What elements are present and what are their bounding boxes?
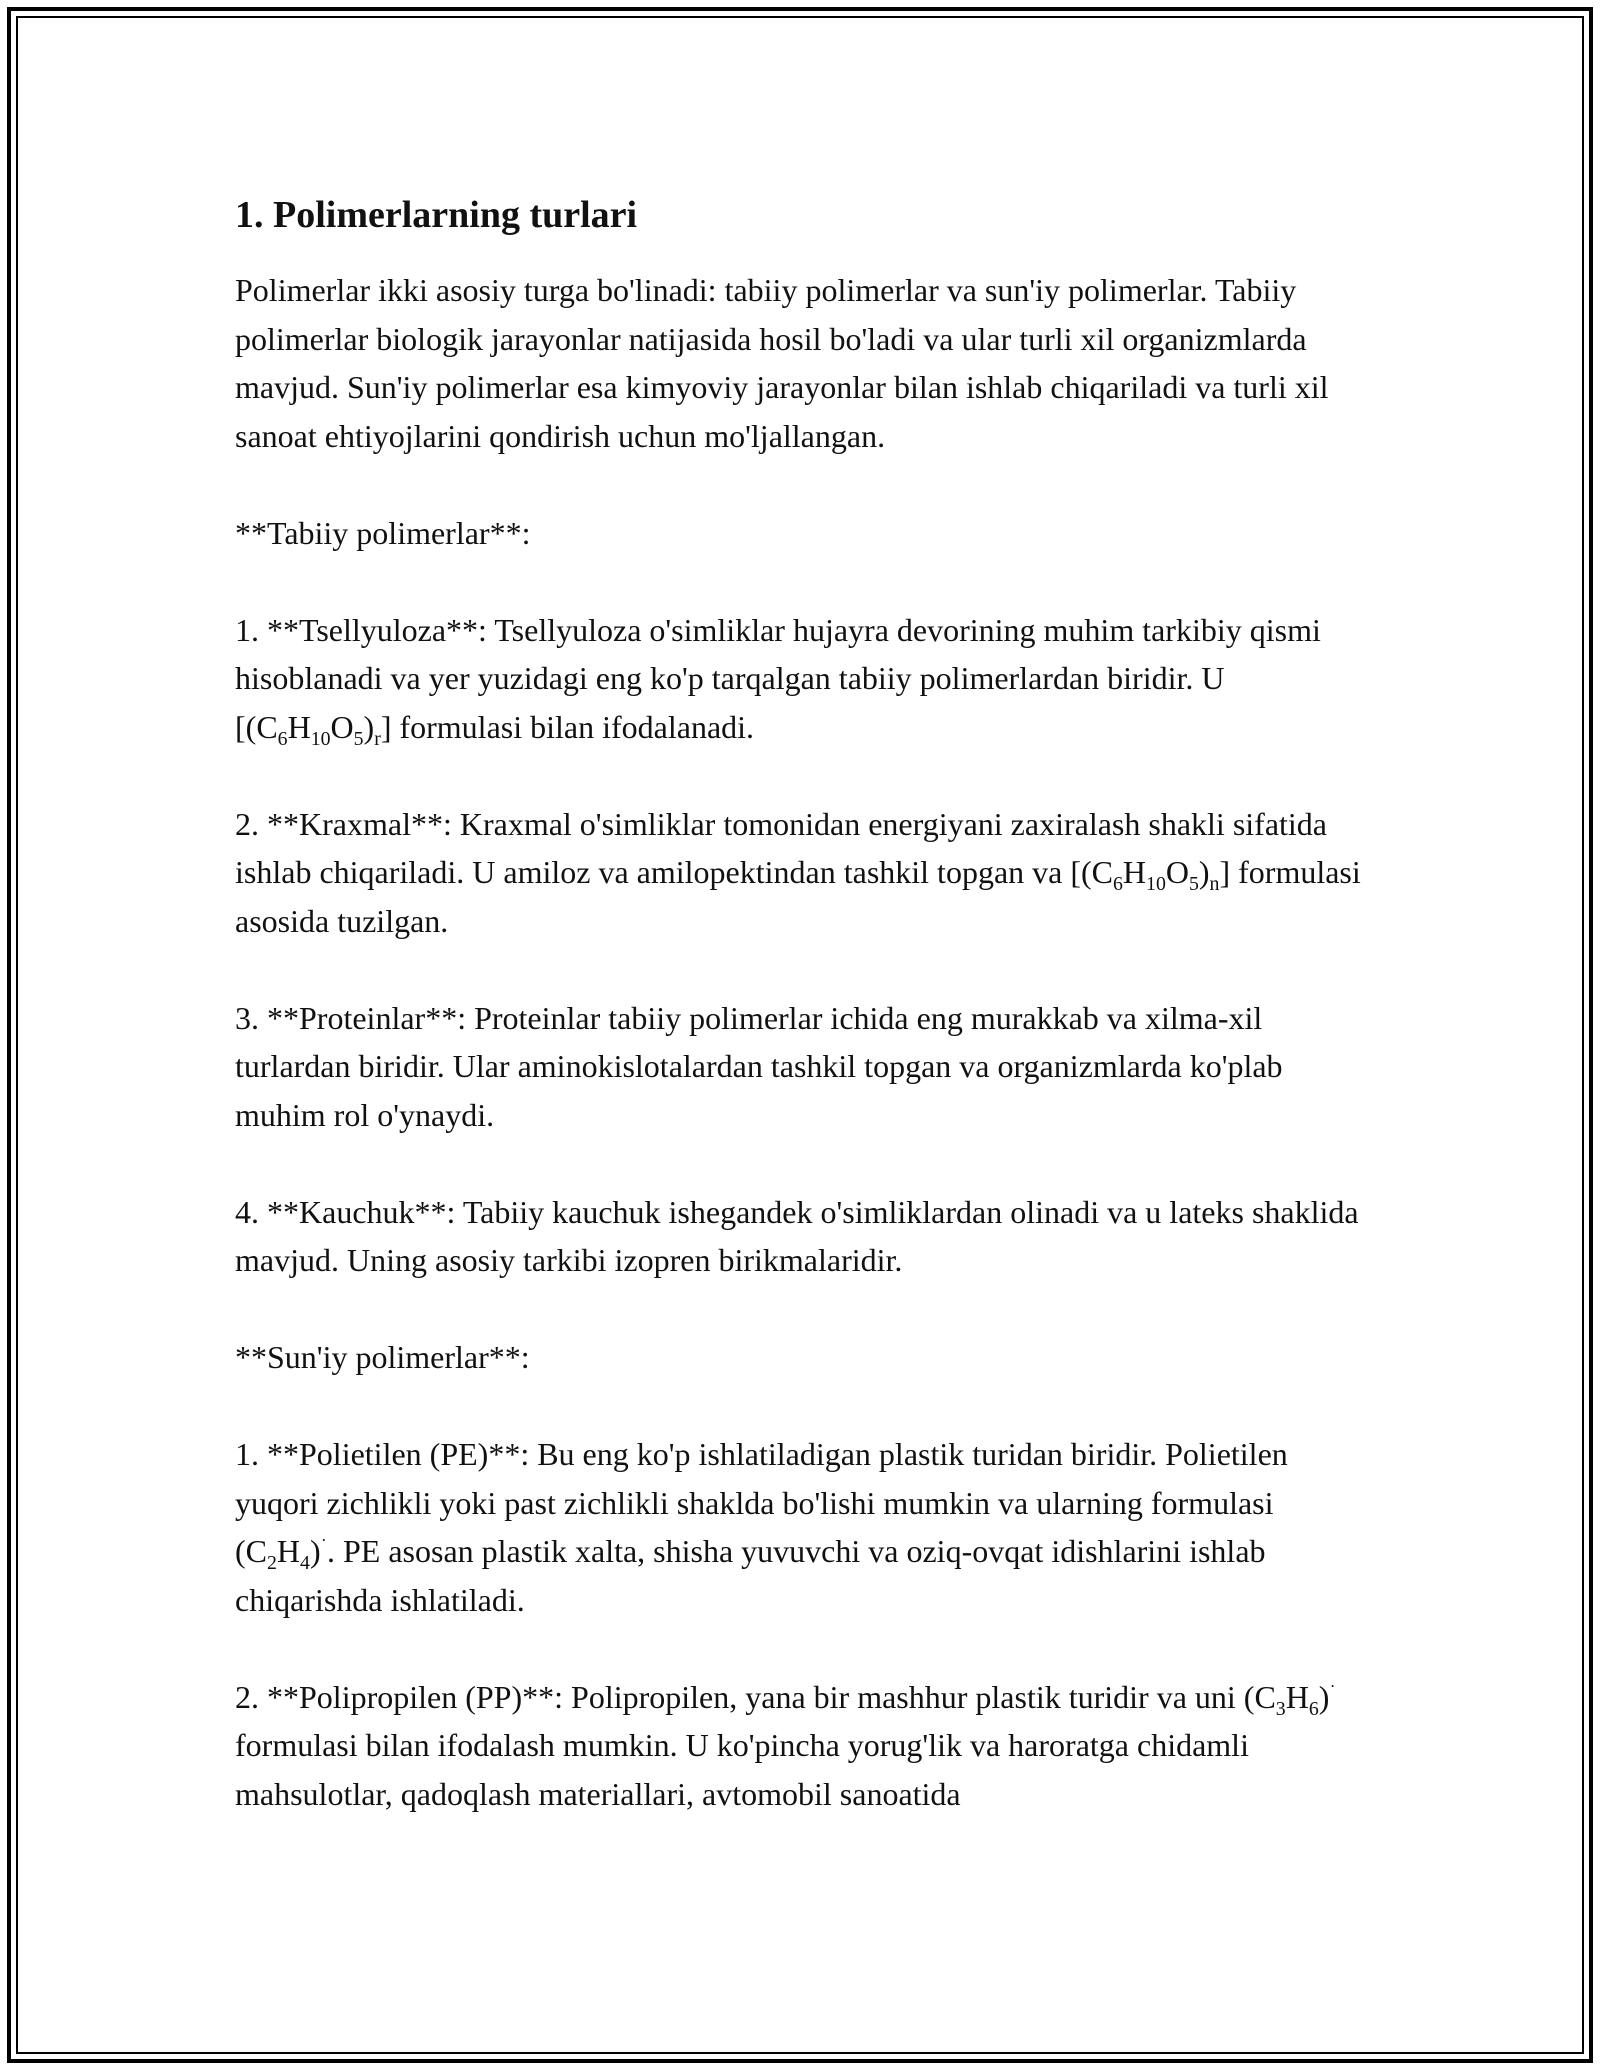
natural-item-cellulose: 1. **Tsellyuloza**: Tsellyuloza o'simliklar hujayra devorining muhim tarkibiy qismi hisoblanadi va yer yuzidagi eng ko'p tarqalgan tabiiy polimerlardan biridir. U $[(C_6H_{10}O_5)_r]$ formulasi bilan ifodalanadi. (235, 611, 1321, 750)
natural-item-rubber: 4. **Kauchuk**: Tabiiy kauchuk ishegandek o'simliklardan olinadi va u lateks shaklida mavjud. Uning asosiy tarkibi izopren birikmalaridir. (235, 1193, 1359, 1278)
natural-item-starch: 2. **Kraxmal**: Kraxmal o'simliklar tomonidan energiyani zaxiralash shakli sifatida ishlab chiqariladi. U amiloz va amilopektindan tashkil topgan va $[(C_6H_{10}O_5)_n]$ formulasi asosida tuzilgan. (235, 805, 1361, 939)
synthetic-polymers-heading: **Sun'iy polimerlar**: (235, 1339, 530, 1375)
intro-paragraph: Polimerlar ikki asosiy turga bo'linadi: tabiiy polimerlar va sun'iy polimerlar. Tabiiy polimerlar biologik jarayonlar natijasida hosil bo'ladi va ular turli xil organizmlarda mavjud. Sun'iy polimerlar esa kimyoviy jarayonlar bilan ishlab chiqariladi va turli xil sanoat ehtiyojlarini qondirish uchun mo'ljallangan. (235, 272, 1329, 454)
synthetic-item-polypropylene: 2. **Polipropilen (PP)**: Polipropilen, yana bir mashhur plastik turidir va uni $(C_3H_6)^˙$ formulasi bilan ifodalash mumkin. U ko'pincha yorug'lik va haroratga chidamli mahsulotlar, qadoqlash materiallari, avtomobil sanoatida (235, 1678, 1336, 1812)
synthetic-item-polyethylene: 1. **Polietilen (PE)**: Bu eng ko'p ishlatiladigan plastik turidan biridir. Polietilen yuqori zichlikli yoki past zichlikli shaklda bo'lishi mumkin va ularning formulasi $(C_2H_4)^˙$. PE asosan plastik xalta, shisha yuvuvchi va oziq-ovqat idishlarini ishlab chiqarishda ishlatiladi. (235, 1436, 1288, 1618)
natural-item-proteins: 3. **Proteinlar**: Proteinlar tabiiy polimerlar ichida eng murakkab va xilma-xil turlardan biridir. Ular aminokislotalardan tashkil topgan va organizmlarda ko'plab muhim rol o'ynaydi. (235, 999, 1283, 1133)
natural-polymers-heading: **Tabiiy polimerlar**: (235, 514, 531, 551)
document-body (235, 186, 1365, 1818)
section-heading: 1. Polimerlarning turlari (235, 194, 638, 236)
